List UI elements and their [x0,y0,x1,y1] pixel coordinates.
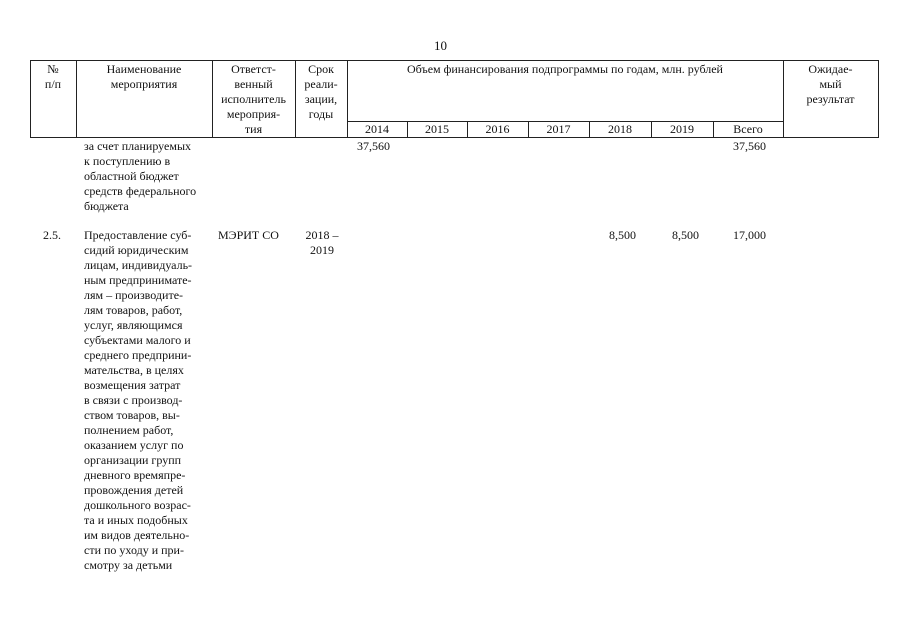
header-col-result [783,62,878,107]
cell-value-total: 37,560 [733,139,766,153]
cell-text: возмещения затрат [84,378,181,392]
cell-text: субъектами малого и [84,333,191,347]
header-text: мероприя- [226,107,281,121]
cell-value-2019: 8,500 [672,228,699,242]
cell-text: лям товаров, работ, [84,303,183,317]
header-col-term [295,62,347,122]
cell-text: в связи с производ- [84,393,183,407]
cell-text: Предоставление суб- [84,228,192,242]
header-text: Ответст- [231,62,276,76]
cell-text: дневного времяпре- [84,468,186,482]
cell-text: к поступлению в [84,154,171,168]
header-text: венный [234,77,273,91]
cell-text: им видов деятельно- [84,528,190,542]
cell-text: организации групп [84,453,182,467]
cell-text: ным предпринимате- [84,273,192,287]
cell-text: полнением работ, [84,423,174,437]
header-col-number [30,62,76,92]
header-text: Срок [308,62,334,76]
header-col-responsible [212,62,295,137]
cell-text: бюджета [84,199,129,213]
header-text: Ожидае- [808,62,853,76]
cell-value-total: 17,000 [733,228,766,242]
cell-text: лицам, индивидуаль- [84,258,193,272]
cell-text: дошкольного возрас- [84,498,191,512]
cell-value-2018: 8,500 [609,228,636,242]
table-row-name [84,228,208,573]
year-header: Всего [733,122,763,136]
header-text: № [47,62,59,76]
cell-text: мательства, в целях [84,363,184,377]
cell-text: сидий юридическим [84,243,189,257]
cell-value-2014: 37,560 [357,139,390,153]
header-text: мый [819,77,842,91]
cell-text: ством товаров, вы- [84,408,180,422]
year-header: 2016 [485,122,510,136]
cell-text: 2019 [310,243,334,257]
cell-text: оказанием услуг по [84,438,184,452]
header-col-funding: Объем финансирования подпрограммы по годам, млн. рублей [407,62,723,76]
year-header: 2015 [425,122,449,136]
cell-text: та и иных подобных [84,513,188,527]
cell-text: за счет планируемых [84,139,192,153]
table-row-continued-name [84,139,209,214]
header-text: реали- [304,77,338,91]
cell-text: услуг, являющимся [84,318,183,332]
page-number: 10 [434,38,447,53]
cell-text: средств федерального [84,184,197,198]
cell-text: сти по уходу и при- [84,543,184,557]
header-text: Наименование [106,62,182,76]
header-text: годы [308,107,334,121]
cell-text: 2018 – [305,228,339,242]
cell-term [300,228,344,258]
year-header: 2018 [608,122,632,136]
cell-text: смотру за детьми [84,558,173,572]
cell-text: провождения детей [84,483,184,497]
header-text: тия [244,122,263,136]
cell-text: среднего предприни- [84,348,192,362]
row-number: 2.5. [43,228,61,242]
cell-text: лям – производите- [84,288,184,302]
header-text: зации, [304,92,338,106]
cell-text: областной бюджет [84,169,179,183]
header-text: мероприятия [110,77,178,91]
header-text: исполнитель [221,92,286,106]
year-header: 2019 [670,122,694,136]
header-text: п/п [44,77,62,91]
cell-responsible: МЭРИТ СО [218,228,279,242]
year-header: 2014 [365,122,389,136]
header-text: результат [806,92,855,106]
year-header: 2017 [546,122,571,136]
header-col-name [76,62,212,92]
